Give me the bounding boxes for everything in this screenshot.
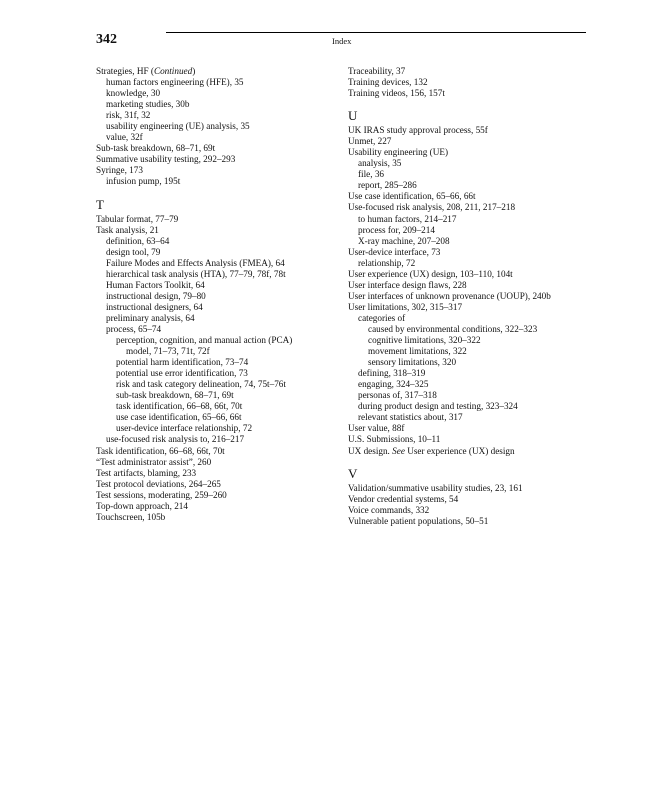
index-subentry: report, 285–286	[358, 180, 417, 191]
index-subentry: use-focused risk analysis to, 216–217	[106, 434, 245, 445]
index-subentry: instructional design, 79–80	[106, 290, 206, 301]
index-subentry: task identification, 66–68, 66t, 70t	[116, 401, 243, 412]
index-subentry: relationship, 72	[358, 257, 416, 268]
index-subentry: during product design and testing, 323–324	[358, 401, 518, 412]
index-subentry: cognitive limitations, 320–322	[368, 335, 481, 346]
index-entry: Task analysis, 21	[96, 224, 159, 235]
index-entry: Test protocol deviations, 264–265	[96, 478, 221, 489]
index-entry: Task identification, 66–68, 66t, 70t	[96, 445, 225, 456]
index-subentry: use case identification, 65–66, 66t	[116, 412, 242, 423]
index-entry: Unmet, 227	[348, 136, 392, 147]
index-subentry: perception, cognition, and manual action (PCA)	[116, 335, 293, 346]
index-subentry: marketing studies, 30b	[106, 99, 190, 110]
index-subentry: definition, 63–64	[106, 235, 170, 246]
index-subentry: to human factors, 214–217	[358, 213, 457, 224]
index-entry: Use case identification, 65–66, 66t	[348, 191, 476, 202]
header-rule	[166, 32, 586, 33]
index-subentry: personas of, 317–318	[358, 390, 437, 401]
index-subentry: instructional designers, 64	[106, 301, 203, 312]
index-entry: Vulnerable patient populations, 50–51	[348, 515, 489, 526]
index-entry: Validation/summative usability studies, 23, 161	[348, 482, 523, 493]
running-head: Index	[332, 36, 352, 46]
index-subentry: Failure Modes and Effects Analysis (FMEA), 64	[106, 257, 285, 268]
index-entry: Training devices, 132	[348, 77, 428, 88]
index-subentry: Human Factors Toolkit, 64	[106, 279, 205, 290]
index-entry: Traceability, 37	[348, 66, 406, 76]
index-entry: Test sessions, moderating, 259–260	[96, 489, 227, 500]
index-entry: Training videos, 156, 157t	[348, 88, 445, 99]
index-entry: Top-down approach, 214	[96, 500, 188, 511]
index-subentry: X-ray machine, 207–208	[358, 235, 450, 246]
index-section-letter: U	[348, 108, 358, 124]
index-subentry: value, 32f	[106, 132, 143, 143]
index-subentry: design tool, 79	[106, 246, 161, 257]
index-entry: Usability engineering (UE)	[348, 147, 449, 158]
index-subentry: movement limitations, 322	[368, 346, 467, 357]
index-section-letter: V	[348, 465, 358, 481]
index-subentry: potential harm identification, 73–74	[116, 357, 249, 368]
index-entry: Vendor credential systems, 54	[348, 493, 459, 504]
page-header	[96, 32, 584, 56]
index-subentry: caused by environmental conditions, 322–323	[368, 323, 538, 334]
index-section-letter: T	[96, 196, 104, 212]
index-entry: Voice commands, 332	[348, 504, 430, 515]
index-entry: Syringe, 173	[96, 165, 143, 176]
index-subentry: process, 65–74	[106, 323, 162, 334]
index-entry: User interfaces of unknown provenance (UOUP), 240b	[348, 290, 551, 301]
index-subentry: potential use error identification, 73	[116, 368, 248, 379]
page-number: 342	[96, 32, 117, 47]
index-entry: User interface design flaws, 228	[348, 279, 467, 290]
index-subentry: risk, 31f, 32	[106, 110, 151, 121]
index-subentry: risk and task category delineation, 74, 75t–76t	[116, 379, 286, 390]
index-entry: Summative usability testing, 292–293	[96, 154, 236, 165]
index-entry: UX design. See User experience (UX) design	[348, 445, 515, 456]
index-entry: User value, 88f	[348, 423, 405, 434]
index-subentry: human factors engineering (HFE), 35	[106, 77, 244, 88]
index-entry: Test artifacts, blaming, 233	[96, 467, 197, 478]
index-entry: User-device interface, 73	[348, 246, 441, 257]
index-entry: “Test administrator assist”, 260	[96, 456, 212, 467]
index-entry: Touchscreen, 105b	[96, 511, 166, 522]
index-column-right	[348, 66, 584, 527]
index-entry: Strategies, HF (Continued)	[96, 66, 196, 76]
index-entry: Tabular format, 77–79	[96, 213, 179, 224]
index-subentry: relevant statistics about, 317	[358, 412, 463, 423]
index-subentry: usability engineering (UE) analysis, 35	[106, 121, 250, 132]
index-subentry: model, 71–73, 71t, 72f	[126, 346, 210, 357]
index-entry: U.S. Submissions, 10–11	[348, 434, 441, 445]
index-entry: User experience (UX) design, 103–110, 104t	[348, 268, 513, 279]
index-subentry: file, 36	[358, 169, 385, 180]
index-subentry: process for, 209–214	[358, 224, 435, 235]
index-subentry: sub-task breakdown, 68–71, 69t	[116, 390, 234, 401]
index-subentry: categories of	[358, 312, 406, 323]
index-subentry: defining, 318–319	[358, 368, 426, 379]
index-subentry: hierarchical task analysis (HTA), 77–79, 78f, 78t	[106, 268, 286, 279]
index-entry: UK IRAS study approval process, 55f	[348, 125, 488, 136]
index-entry: User limitations, 302, 315–317	[348, 301, 463, 312]
index-subentry: sensory limitations, 320	[368, 357, 457, 368]
index-entry: Use-focused risk analysis, 208, 211, 217–218	[348, 202, 516, 213]
index-subentry: engaging, 324–325	[358, 379, 429, 390]
index-subentry: user-device interface relationship, 72	[116, 423, 253, 434]
index-subentry: knowledge, 30	[106, 88, 161, 99]
index-entry: Sub-task breakdown, 68–71, 69t	[96, 143, 216, 154]
index-subentry: analysis, 35	[358, 158, 402, 169]
index-subentry: preliminary analysis, 64	[106, 312, 195, 323]
index-column-left	[96, 66, 336, 523]
index-subentry: infusion pump, 195t	[106, 176, 181, 187]
